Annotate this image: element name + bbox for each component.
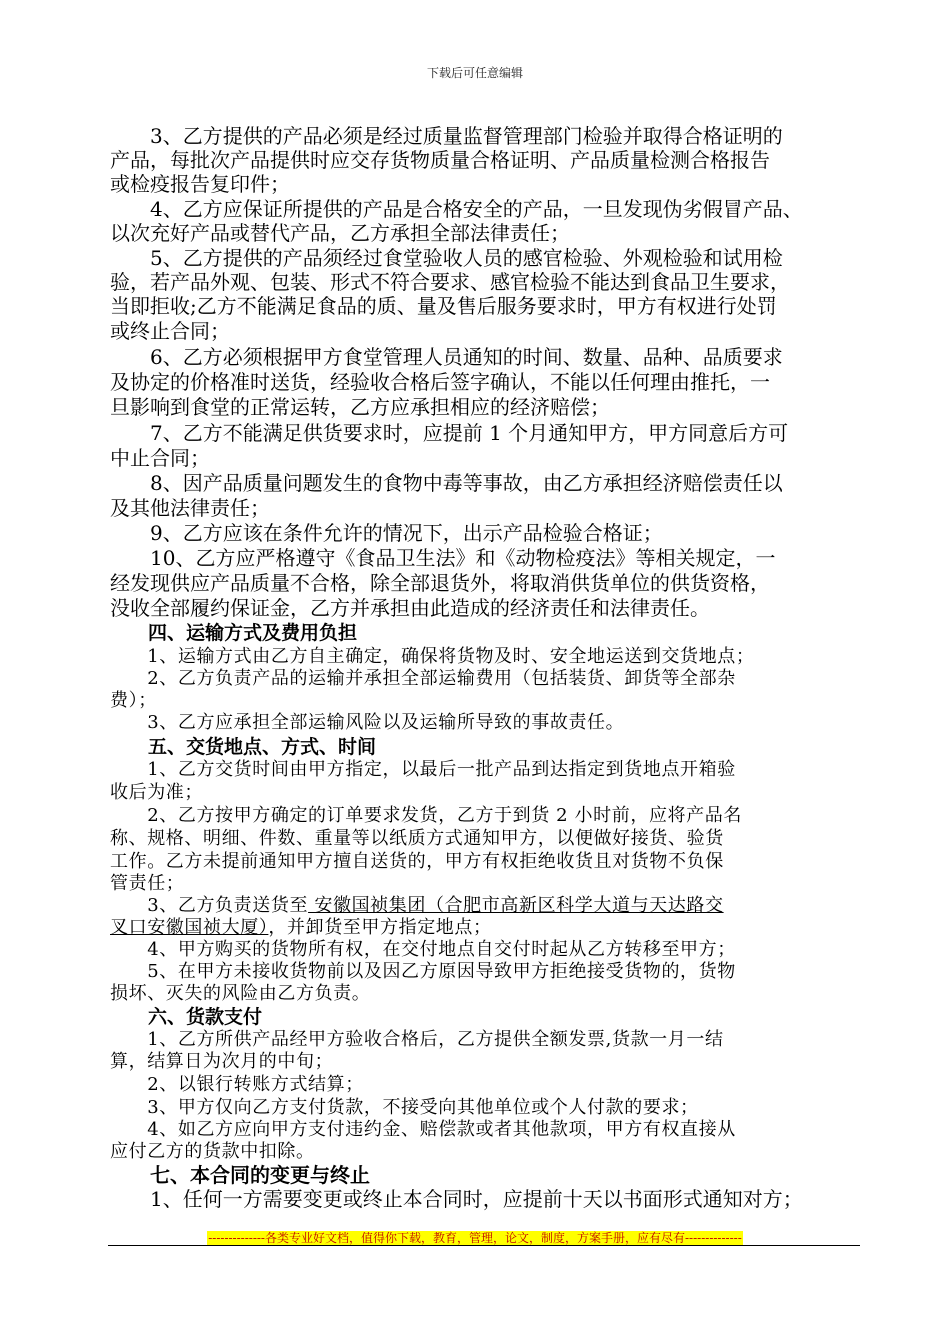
text-line: 3、甲方仅向乙方支付货款，不接受向其他单位或个人付款的要求； bbox=[110, 1097, 699, 1118]
text-line: 旦影响到食堂的正常运转，乙方应承担相应的经济赔偿； bbox=[110, 395, 610, 419]
page-footer bbox=[0, 1227, 950, 1246]
text-line: 费）； bbox=[110, 690, 157, 711]
text-line: 4、乙方应保证所提供的产品是合格安全的产品，一旦发现伪劣假冒产品、 bbox=[110, 197, 803, 221]
text-line: 7、乙方不能满足供货要求时，应提前 1 个月通知甲方，甲方同意后方可 bbox=[110, 421, 789, 445]
text-line: 2、以银行转账方式结算； bbox=[110, 1074, 364, 1095]
text-line: 1、乙方所供产品经甲方验收合格后，乙方提供全额发票,货款一月一结 bbox=[110, 1029, 724, 1050]
section-heading-transport: 四、运输方式及费用负担 bbox=[110, 622, 358, 644]
text-line: 3、乙方提供的产品必须是经过质量监督管理部门检验并取得合格证明的 bbox=[110, 124, 783, 148]
text-line: 1、运输方式由乙方自主确定，确保将货物及时、安全地运送到交货地点； bbox=[110, 646, 755, 667]
text-line: 9、乙方应该在条件允许的情况下，出示产品检验合格证； bbox=[110, 521, 663, 545]
address-underlined: 安徽国祯集团（合肥市高新区科学大道与天达路交 bbox=[308, 895, 724, 916]
text-line: 算，结算日为次月的中旬； bbox=[110, 1051, 334, 1072]
text-line: 5、乙方提供的产品须经过食堂验收人员的感官检验、外观检验和试用检 bbox=[110, 246, 783, 270]
text-line: 产品，每批次产品提供时应交存货物质量合格证明、产品质量检测合格报告 bbox=[110, 148, 770, 172]
address-prefix: 3、乙方负责送货至 bbox=[110, 895, 309, 916]
section-heading-payment: 六、货款支付 bbox=[110, 1006, 263, 1028]
text-line: 6、乙方必须根据甲方食堂管理人员通知的时间、数量、品种、品质要求 bbox=[110, 345, 783, 369]
text-line: 经发现供应产品质量不合格，除全部退货外，将取消供货单位的供货资格， bbox=[110, 571, 770, 595]
section-heading-delivery: 五、交货地点、方式、时间 bbox=[110, 736, 377, 758]
text-line: 损坏、灭失的风险由乙方负责。 bbox=[110, 983, 371, 1004]
delivery-address-line bbox=[110, 894, 862, 918]
text-line: 4、甲方购买的货物所有权，在交付地点自交付时起从乙方转移至甲方； bbox=[110, 939, 736, 960]
text-line: 1、乙方交货时间由甲方指定，以最后一批产品到达指定到货地点开箱验 bbox=[110, 759, 736, 780]
text-line: 5、在甲方未接收货物前以及因乙方原因导致甲方拒绝接受货物的，货物 bbox=[110, 961, 736, 982]
text-line: 收后为准； bbox=[110, 782, 203, 803]
text-line: 应付乙方的货款中扣除。 bbox=[110, 1141, 315, 1162]
text-line: 管责任； bbox=[110, 873, 185, 894]
text-line: 当即拒收;乙方不能满足食品的质、量及售后服务要求时，甲方有权进行处罚 bbox=[110, 294, 777, 318]
text-line: 验，若产品外观、包装、形式不符合要求、感官检验不能达到食品卫生要求， bbox=[110, 270, 790, 294]
footer-banner: --------------各类专业好文档，值得你下载，教育，管理，论文，制度，方案手册，应有尽有-------------- bbox=[208, 1231, 742, 1245]
address-underlined: 叉口安徽国祯大厦） bbox=[110, 917, 269, 938]
text-line: 称、规格、明细、件数、重量等以纸质方式通知甲方，以便做好接货、验货 bbox=[110, 828, 724, 849]
text-line: 工作。乙方未提前通知甲方擅自送货的，甲方有权拒绝收货且对货物不负保 bbox=[110, 851, 724, 872]
address-suffix: ，并卸货至甲方指定地点； bbox=[268, 917, 492, 938]
section-heading-modification: 七、本合同的变更与终止 bbox=[110, 1163, 370, 1187]
text-line: 及协定的价格准时送货，经验收合格后签字确认，不能以任何理由推托，一 bbox=[110, 370, 770, 394]
text-line: 及其他法律责任； bbox=[110, 496, 270, 520]
text-line: 8、因产品质量问题发生的食物中毒等事故，由乙方承担经济赔偿责任以 bbox=[110, 471, 783, 495]
delivery-address-line bbox=[110, 916, 862, 940]
text-line: 4、如乙方应向甲方支付违约金、赔偿款或者其他款项，甲方有权直接从 bbox=[110, 1119, 736, 1140]
text-line: 或终止合同； bbox=[110, 319, 230, 343]
text-line: 以次充好产品或替代产品，乙方承担全部法律责任； bbox=[110, 221, 570, 245]
footer-rule bbox=[108, 1245, 860, 1246]
text-line: 2、乙方负责产品的运输并承担全部运输费用（包括装货、卸货等全部杂 bbox=[110, 668, 736, 689]
text-line: 1、任何一方需要变更或终止本合同时，应提前十天以书面形式通知对方； bbox=[110, 1187, 803, 1211]
text-line: 没收全部履约保证金，乙方并承担由此造成的经济责任和法律责任。 bbox=[110, 596, 710, 620]
text-line: 或检疫报告复印件； bbox=[110, 172, 290, 196]
text-line: 2、乙方按甲方确定的订单要求发货，乙方于到货 2 小时前，应将产品名 bbox=[110, 805, 742, 826]
page-header: 下载后可任意编辑 bbox=[426, 66, 523, 80]
text-line: 中止合同； bbox=[110, 446, 210, 470]
text-line: 10、乙方应严格遵守《食品卫生法》和《动物检疫法》等相关规定，一 bbox=[110, 546, 776, 570]
text-line: 3、乙方应承担全部运输风险以及运输所导致的事故责任。 bbox=[110, 712, 625, 733]
